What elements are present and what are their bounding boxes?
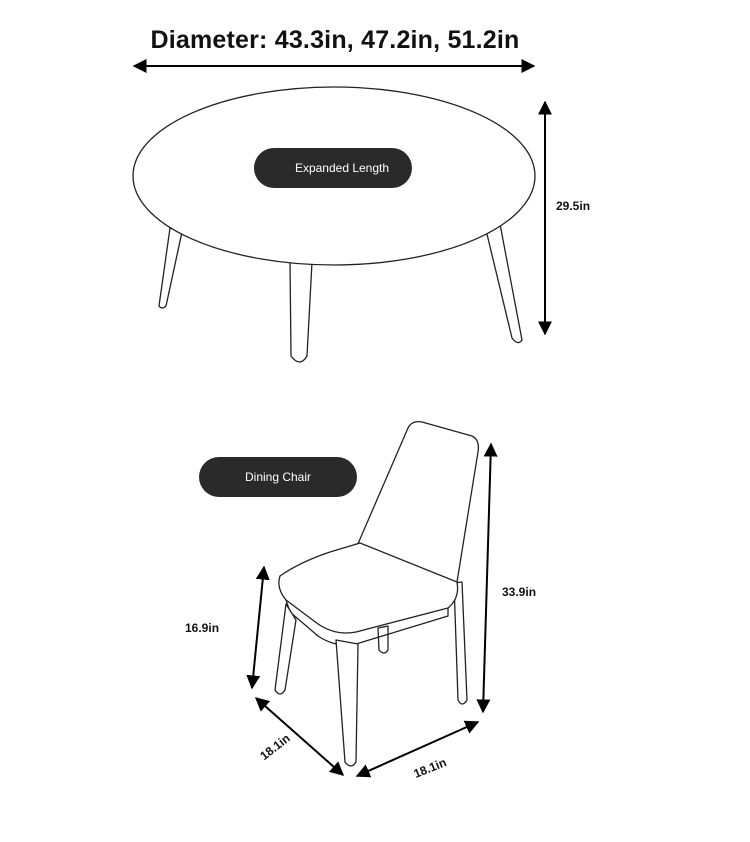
diameter-label: Diameter: 43.3in, 47.2in, 51.2in — [150, 26, 520, 54]
table-leg-left — [159, 228, 182, 308]
chair-height-arrow — [483, 444, 491, 712]
table-leg-right — [486, 224, 522, 343]
chair-height-label: 33.9in — [502, 585, 537, 599]
table-height-label: 29.5in — [556, 199, 591, 213]
chair-leg-back-right — [454, 582, 467, 704]
expanded-length-badge — [254, 148, 412, 188]
table-drawing — [133, 87, 535, 362]
chair-depth-label: 18.1in — [257, 731, 293, 763]
chair-width-label: 18.1in — [411, 755, 449, 781]
table-leg-center — [290, 262, 312, 362]
seat-height-arrow — [252, 567, 264, 688]
chair-leg-back-left — [378, 626, 388, 653]
dining-chair-badge-text: Dining Chair — [244, 470, 312, 484]
chair-leg-front-right — [336, 640, 358, 766]
chair-depth-arrow — [256, 698, 343, 775]
dining-chair-badge — [199, 457, 357, 497]
chair-leg-front-left — [275, 604, 296, 694]
expanded-length-badge-text: Expanded Length — [294, 161, 390, 175]
seat-height-label: 16.9in — [185, 621, 220, 635]
